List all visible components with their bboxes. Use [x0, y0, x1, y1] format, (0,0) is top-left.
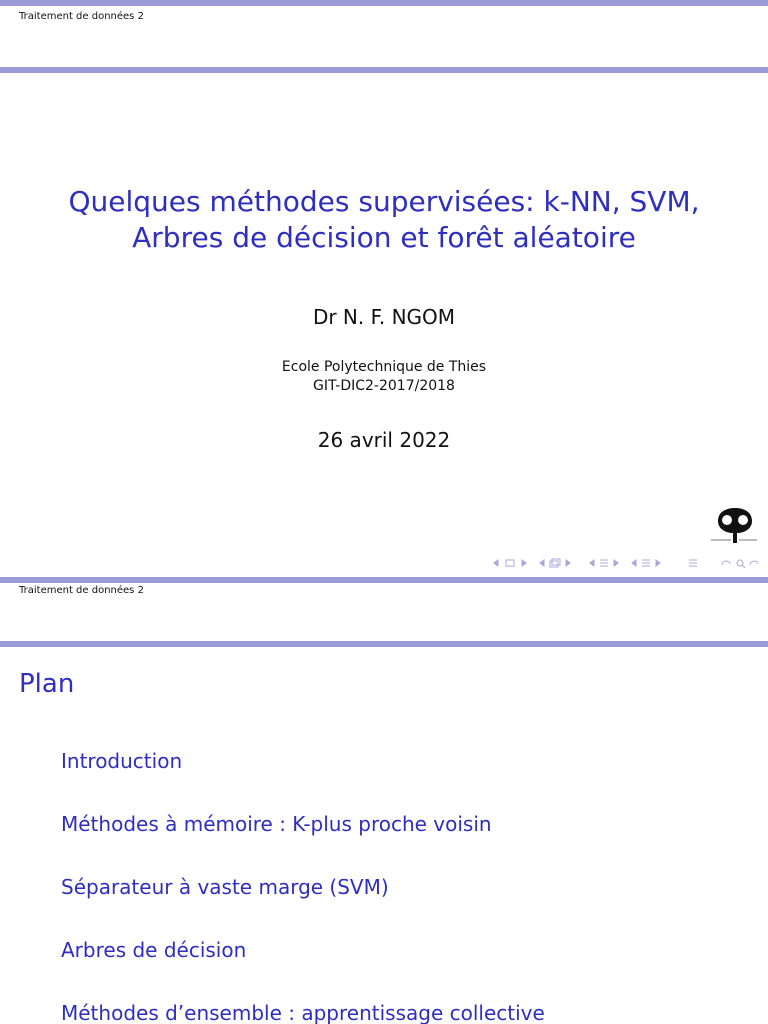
- nav-subsection-icon: [552, 559, 560, 565]
- header-top-bar: [0, 577, 768, 583]
- nav-section-icon: [600, 560, 608, 566]
- institution: [0, 358, 768, 396]
- presentation-title: [0, 184, 768, 256]
- school-logo-icon: [710, 503, 760, 547]
- nav-back-icon: [722, 561, 730, 565]
- nav-section-prev-icon: [590, 560, 594, 566]
- author-name: Dr N. F. NGOM: [312, 305, 456, 329]
- header-bottom-bar: [0, 67, 768, 73]
- toc-item[interactable]: Introduction: [61, 749, 183, 773]
- institution-program: GIT-DIC2-2017/2018: [313, 378, 455, 394]
- nav-frame-prev-icon: [494, 560, 498, 566]
- title-line-1: Quelques méthodes supervisées: k-NN, SVM,: [68, 185, 700, 218]
- nav-doc-icon: [689, 560, 697, 566]
- toc-item[interactable]: Méthodes d’ensemble : apprentissage collective: [61, 1001, 545, 1024]
- toc-item[interactable]: Séparateur à vaste marge (SVM): [61, 875, 389, 899]
- nav-section-next-icon: [614, 560, 618, 566]
- slide-header-text: Traitement de données 2: [19, 11, 144, 22]
- title-line-2: Arbres de décision et forêt aléatoire: [132, 221, 636, 254]
- plan-slide: [0, 577, 768, 1024]
- header-bottom-bar: [0, 641, 768, 647]
- presentation-date: 26 avril 2022: [317, 428, 451, 452]
- frame-title: Plan: [19, 669, 75, 699]
- header-top-bar: [0, 0, 768, 6]
- slide-header-text: Traitement de données 2: [19, 585, 144, 596]
- nav-frame-next-icon: [522, 560, 526, 566]
- toc-item[interactable]: Arbres de décision: [61, 938, 247, 962]
- nav-frame-icon: [506, 560, 514, 566]
- beamer-navigation-bar[interactable]: [492, 556, 762, 570]
- institution-name: Ecole Polytechnique de Thies: [281, 359, 487, 375]
- table-of-contents: [61, 749, 545, 1024]
- toc-item[interactable]: Méthodes à mémoire : K-plus proche voisin: [61, 812, 492, 836]
- nav-subsection-next-icon: [566, 560, 570, 566]
- nav-subsection-prev-icon: [540, 560, 544, 566]
